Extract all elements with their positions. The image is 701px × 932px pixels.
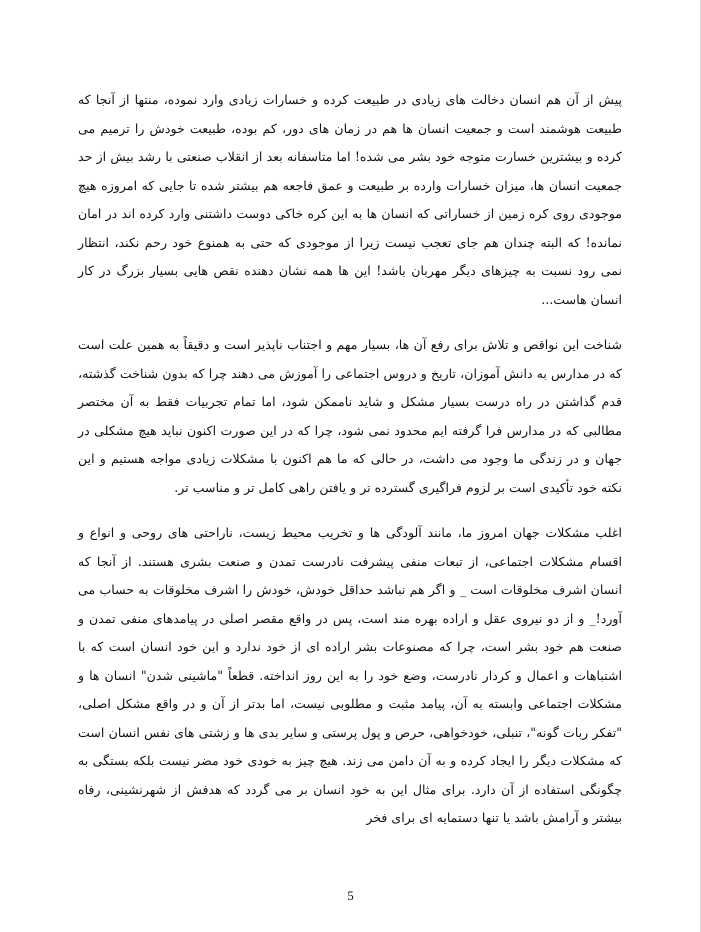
page-number: 5	[347, 888, 354, 903]
paragraph-2: شناخت این نواقص و تلاش برای رفع آن ها، بسیار مهم و اجتناب ناپذیر است و دقیقاً به همین علت است که در مدارس به دانش آموزان، تاریخ و دروس اجتماعی را آموزش می دهند چرا که بدون شناخت گذشته، قدم گذاشتن در راه درست بسیار مشکل و شاید ناممکن شود، اما تمام تجربیات فقط به آن مختصر مطالبی که در مدارس فرا گرفته ایم محدود نمی شود، چرا که در این صورت اکنون نباید هیچ مشکلی در جهان و در زندگی ما وجود می داشت، در حالی که ما هم اکنون با مشکلات زیادی مواجه هستیم و این نکته خود تأکیدی است بر لزوم فراگیری گسترده تر و یافتن راهی کامل تر و مناسب تر.	[78, 337, 622, 495]
page-body	[78, 86, 622, 833]
paragraph-3: اغلب مشکلات جهان امروز ما، مانند آلودگی ها و تخریب محیط زیست، ناراحتی های روحی و انواع و اقسام مشکلات اجتماعی، از تبعات منفی پیشرفت نادرست تمدن و صنعت بشری هستند. از آنجا که انسان اشرف مخلوقات است _ و اگر هم نباشد حداقل خودش، خودش را اشرف مخلوقات به حساب می آورد!_ و از دو نیروی عقل و اراده بهره مند است، پس در واقع مقصر اصلی در پیامدهای منفی تمدن و صنعت هم خود بشر است، چرا که مصنوعات بشر اراده ای از خود ندارد و این خود انسان است که با اشتباهات و اعمال و کردار نادرست، وضع خود را به این روز انداخته. قطعاً "ماشینی شدن" انسان ها و مشکلات اجتماعی وابسته به آن، پیامد مثبت و مطلوبی نیست، اما بدتر از آن و در واقع مشکل اصلی، "تفکر ربات گونه"، تنبلی، خودخواهی، حرص و پول پرستی و سایر بدی ها و زشتی های نفس انسان است که مشکلات دیگر را ایجاد کرده و به آن دامن می زند. هیچ چیز به خودی خود مضر نیست بلکه بستگی به چگونگی استفاده از آن دارد. برای مثال این به خود انسان بر می گردد که هدفش از شهرنشینی، رفاه بیشتر و آرامش باشد یا تنها دستمایه ای برای فخر	[78, 525, 622, 825]
paragraph-1: پیش از آن هم انسان دخالت های زیادی در طبیعت کرده و خسارات زیادی وارد نموده، منتها از آنجا که طبیعت هوشمند است و جمعیت انسان ها هم در زمان های دور، کم بوده، طبیعت خودش را ترمیم می کرده و بیشترین خسارت متوجه خود بشر می شده! اما متاسفانه بعد از انقلاب صنعتی با رشد بیش از حد جمعیت انسان ها، میزان خسارات وارده بر طبیعت و عمق فاجعه هم بیشتر شده تا جایی که امروزه هیچ موجودی روی کره زمین از خساراتی که انسان ها به این کره خاکی دوست داشتنی وارد کرده اند در امان نمانده! که البته چندان هم جای تعجب نیست زیرا از موجودی که حتی به همنوع خود رحم نکند، انتظار نمی رود نسبت به چیزهای دیگر مهربان باشد! این ها همه نشان دهنده نقص هایی بسیار بزرگ در کار انسان هاست...	[78, 92, 622, 307]
